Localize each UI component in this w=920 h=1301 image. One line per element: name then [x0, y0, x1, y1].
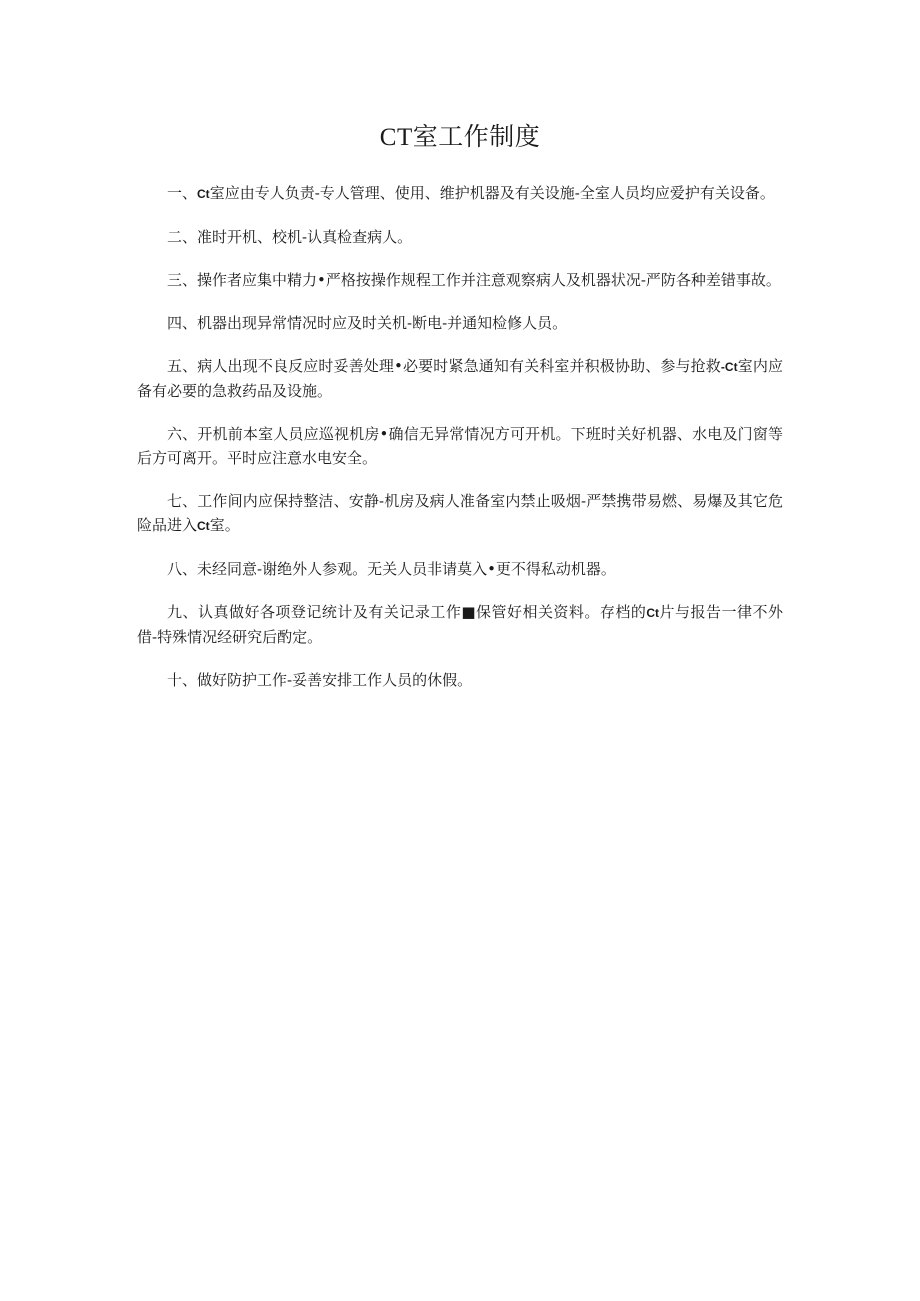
rule-item — [137, 557, 783, 581]
rule-text: 三、操作者应集中精力•严格按操作规程工作并注意观察病人及机器状况-严防各种差错事故。 — [167, 271, 781, 289]
rule-text: 片与报告一律不外借-特殊情况经研究后酌定。 — [137, 603, 783, 646]
rule-text: 一、 — [167, 184, 198, 202]
rule-text: 四、机器出现异常情况时应及时关机-断电-并通知检修人员。 — [167, 314, 568, 332]
rule-text: 室内应备有必要的急救药品及设施。 — [137, 357, 783, 400]
rule-latin-text: Ct — [197, 519, 210, 533]
rule-latin-text: Ct — [197, 187, 210, 201]
rule-item — [137, 311, 783, 335]
rule-item — [137, 268, 783, 292]
rule-text: 五、病人出现不良反应时妥善处理•必要时紧急通知有关科室并积极协助、参与抢救 — [167, 357, 721, 375]
rule-text: 十、做好防护工作-妥善安排工作人员的休假。 — [167, 671, 473, 689]
rules-list — [137, 181, 783, 692]
rule-text: 室。 — [209, 516, 240, 534]
rule-item — [137, 225, 783, 249]
rule-text: 九、认真做好各项登记统计及有关记录工作■保管好相关资料。存档的 — [167, 603, 647, 621]
rule-item — [137, 600, 783, 649]
rule-item — [137, 668, 783, 692]
document-title: CT室工作制度 — [379, 124, 541, 151]
rule-item — [137, 489, 783, 538]
rule-latin-text: -Ct — [720, 360, 738, 374]
rule-item — [137, 422, 783, 470]
rule-item — [137, 181, 783, 206]
rule-latin-text: Ct — [646, 606, 660, 620]
rule-text: 八、未经同意-谢绝外人参观。无关人员非请莫入•更不得私动机器。 — [167, 560, 616, 578]
rule-text: 七、工作间内应保持整洁、安静-机房及病人准备室内禁止吸烟-严禁携带易燃、易爆及其它危险品进入 — [137, 492, 783, 534]
rule-text: 室应由专人负责-专人管理、使用、维护机器及有关设施-全室人员均应爱护有关设备。 — [209, 184, 775, 202]
rule-item — [137, 354, 783, 403]
rule-text: 六、开机前本室人员应巡视机房•确信无异常情况方可开机。下班时关好机器、水电及门窗等后方可离开。平时应注意水电安全。 — [137, 425, 783, 467]
rule-text: 二、准时开机、校机-认真检查病人。 — [167, 228, 413, 246]
